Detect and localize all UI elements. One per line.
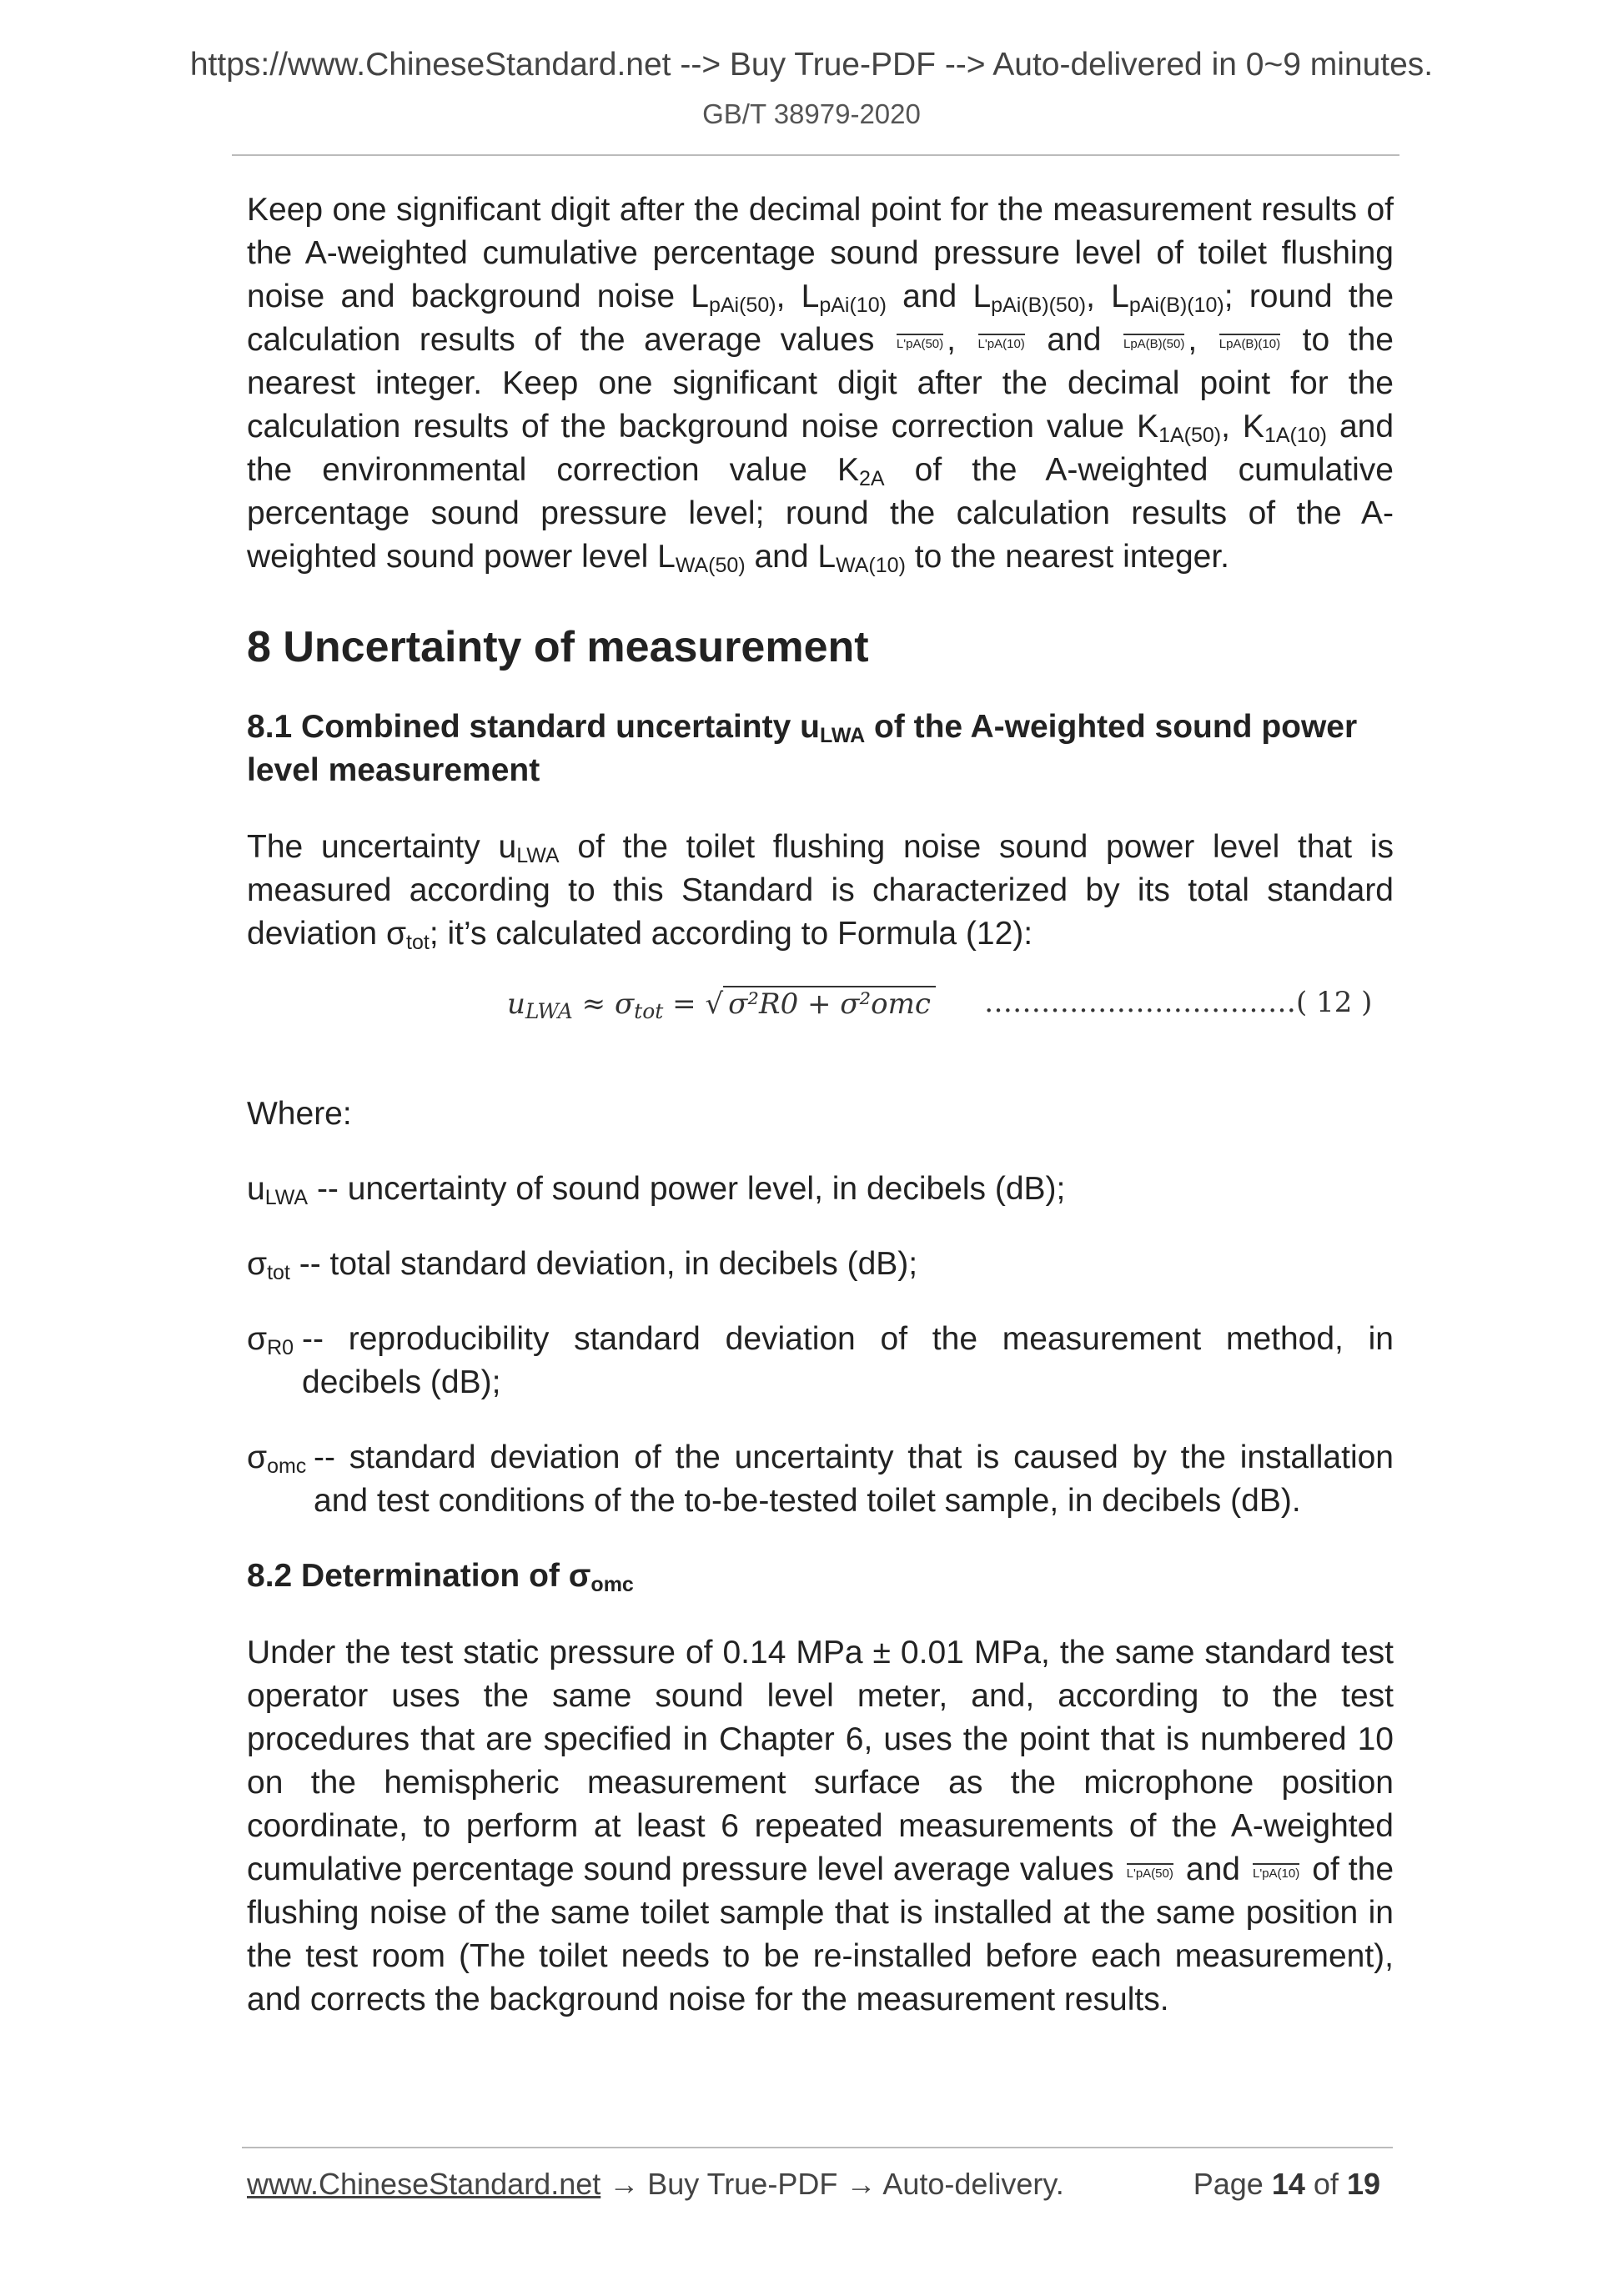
footer-tagline: → Buy True-PDF → Auto-delivery.: [600, 2167, 1064, 2201]
avg-symbol: L'pA(10): [1253, 1863, 1299, 1880]
section-8-2-paragraph: Under the test static pressure of 0.14 MPa ± 0.01 MPa, the same standard test operator uses the same sound level meter, and, according to the test procedures that are specified in Chapter 6, uses the point that is numbered 10 on the hemispheric measurement surface as the microphone position coordinate, to perform at least 6 repeated measurements of the A-weighted cumulative percentage sound pressure level average values L'pA(50) and L'pA(10) of the flushing noise of the same toilet sample that is installed at the same position in the test room (The toilet needs to be re-installed before each measurement), and corrects the background noise for the measurement results.: [247, 1635, 1394, 2017]
definition-text: -- reproducibility standard deviation of the measurement method, in decibels (dB);: [302, 1321, 1394, 1400]
avg-symbol: L'pA(50): [897, 334, 943, 350]
formula-expression: $u_{LWA} \approx \sigma_{tot}$ = √ σ²R0 + σ²omc: [507, 986, 936, 1021]
avg-symbol: LpA(B)(50): [1123, 334, 1184, 350]
header-url[interactable]: https://www.ChineseStandard.net --> Buy True-PDF --> Auto-delivered in 0~9 minutes.: [189, 47, 1434, 83]
avg-symbol: L'pA(10): [978, 334, 1025, 350]
page-content: [247, 188, 1394, 2022]
page-indicator: Page 14 of 19: [1193, 2167, 1380, 2201]
definition-item: $u_{LWA}$ -- uncertainty of sound power level, in decibels (dB);: [247, 1171, 1066, 1209]
definition-symbol: $\sigma_{omc}$: [247, 1439, 307, 1478]
definition-symbol: $\sigma_{R0}$: [247, 1321, 294, 1359]
intro-paragraph: Keep one significant digit after the decimal point for the measurement results of the A-weighted cumulative percentage sound pressure level of toilet flushing noise and background noise $L_{pAi(50)}$, $L_{pAi(10)}$ and $L_{pAi(B)(50)}$, $L_{pAi(B)(10)}$; round the calculation results of the average values L'pA(50) , L'pA(10) and LpA(B)(50) , LpA(B)(10) to the nearest integer. Keep one significant digit after the decimal point for the calculation results of the background noise correction value $K_{1A(50)}$, $K_{1A(10)}$ and the environmental correction value $K_{2A}$ of the A-weighted cumulative percentage sound pressure level; round the calculation results of the A-weighted sound power level $L_{WA(50)}$ and $L_{WA(10)}$ to the nearest integer.: [247, 192, 1394, 577]
header-rule: [232, 154, 1399, 156]
section-8-1-heading: 8.1 Combined standard uncertainty $u_{LWA}$ of the A-weighted sound power level measurement: [247, 709, 1358, 788]
formula-12: [247, 967, 1394, 1068]
definition-item: [247, 1436, 1394, 1523]
definition-text: -- standard deviation of the uncertainty that is caused by the installation and test conditions of the to-be-tested toilet sample, in decibels (dB).: [314, 1439, 1394, 1519]
section-8-1-paragraph: The uncertainty $u_{LWA}$ of the toilet flushing noise sound power level that is measured according to this Standard is characterized by its total standard deviation $\sigma_{tot}$; it’s calculated according to Formula (12):: [247, 829, 1394, 954]
footer-left: [247, 2167, 1064, 2202]
avg-symbol: L'pA(50): [1127, 1863, 1173, 1880]
where-label: Where:: [247, 1096, 352, 1132]
avg-symbol: LpA(B)(10): [1219, 334, 1280, 350]
definition-item: $\sigma_{tot}$ -- total standard deviation, in decibels (dB);: [247, 1246, 918, 1284]
footer-rule: [242, 2147, 1393, 2148]
definition-item: [247, 1318, 1394, 1404]
footer-link[interactable]: www.ChineseStandard.net: [247, 2167, 601, 2201]
standard-code: GB/T 38979-2020: [702, 98, 921, 129]
section-8-2-heading: 8.2 Determination of $\sigma_{omc}$: [247, 1558, 634, 1596]
section-8-heading: 8 Uncertainty of measurement: [247, 623, 869, 671]
formula-number: ……………………………( 12 ): [984, 986, 1373, 1019]
